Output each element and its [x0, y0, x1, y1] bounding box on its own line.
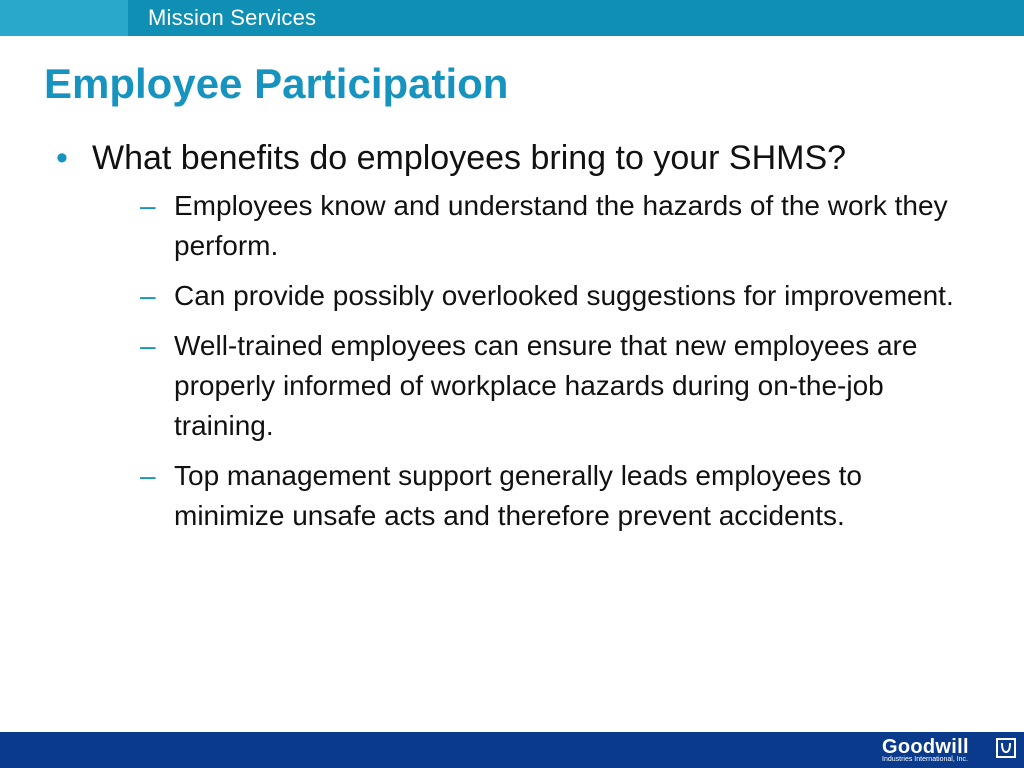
sub-bullet-item — [140, 276, 992, 316]
sub-bullet-list — [140, 186, 992, 536]
goodwill-logo — [878, 738, 1018, 764]
sub-bullet-marker: – — [140, 280, 156, 311]
section-label: Mission Services — [148, 5, 317, 30]
header-accent-block — [0, 0, 128, 36]
sub-bullet-marker: – — [140, 190, 156, 221]
bullet-item — [56, 138, 956, 546]
sub-bullet-marker: – — [140, 460, 156, 491]
bullet-marker: • — [56, 139, 68, 177]
sub-bullet-item — [140, 326, 992, 446]
sub-bullet-item — [140, 456, 992, 536]
sub-bullet-text: Employees know and understand the hazards of the work they perform. — [174, 190, 948, 261]
bullet-text: What benefits do employees bring to your SHMS? — [92, 139, 847, 177]
bullet-body — [92, 138, 992, 546]
sub-bullet-text: Top management support generally leads employees to minimize unsafe acts and therefore prevent accidents. — [174, 460, 862, 531]
footer-band — [0, 732, 1024, 768]
goodwill-smile-icon — [996, 738, 1016, 758]
sub-bullet-text: Well-trained employees can ensure that new employees are properly informed of workplace hazards during on-the-job training. — [174, 330, 918, 441]
bullet-list — [56, 138, 956, 546]
slide-title: Employee Participation — [44, 60, 509, 107]
sub-bullet-item — [140, 186, 992, 266]
logo-wordmark: Goodwill — [882, 736, 969, 758]
sub-bullet-marker: – — [140, 330, 156, 361]
logo-subtitle: Industries International, Inc. — [882, 756, 968, 763]
sub-bullet-text: Can provide possibly overlooked suggestions for improvement. — [174, 280, 954, 311]
